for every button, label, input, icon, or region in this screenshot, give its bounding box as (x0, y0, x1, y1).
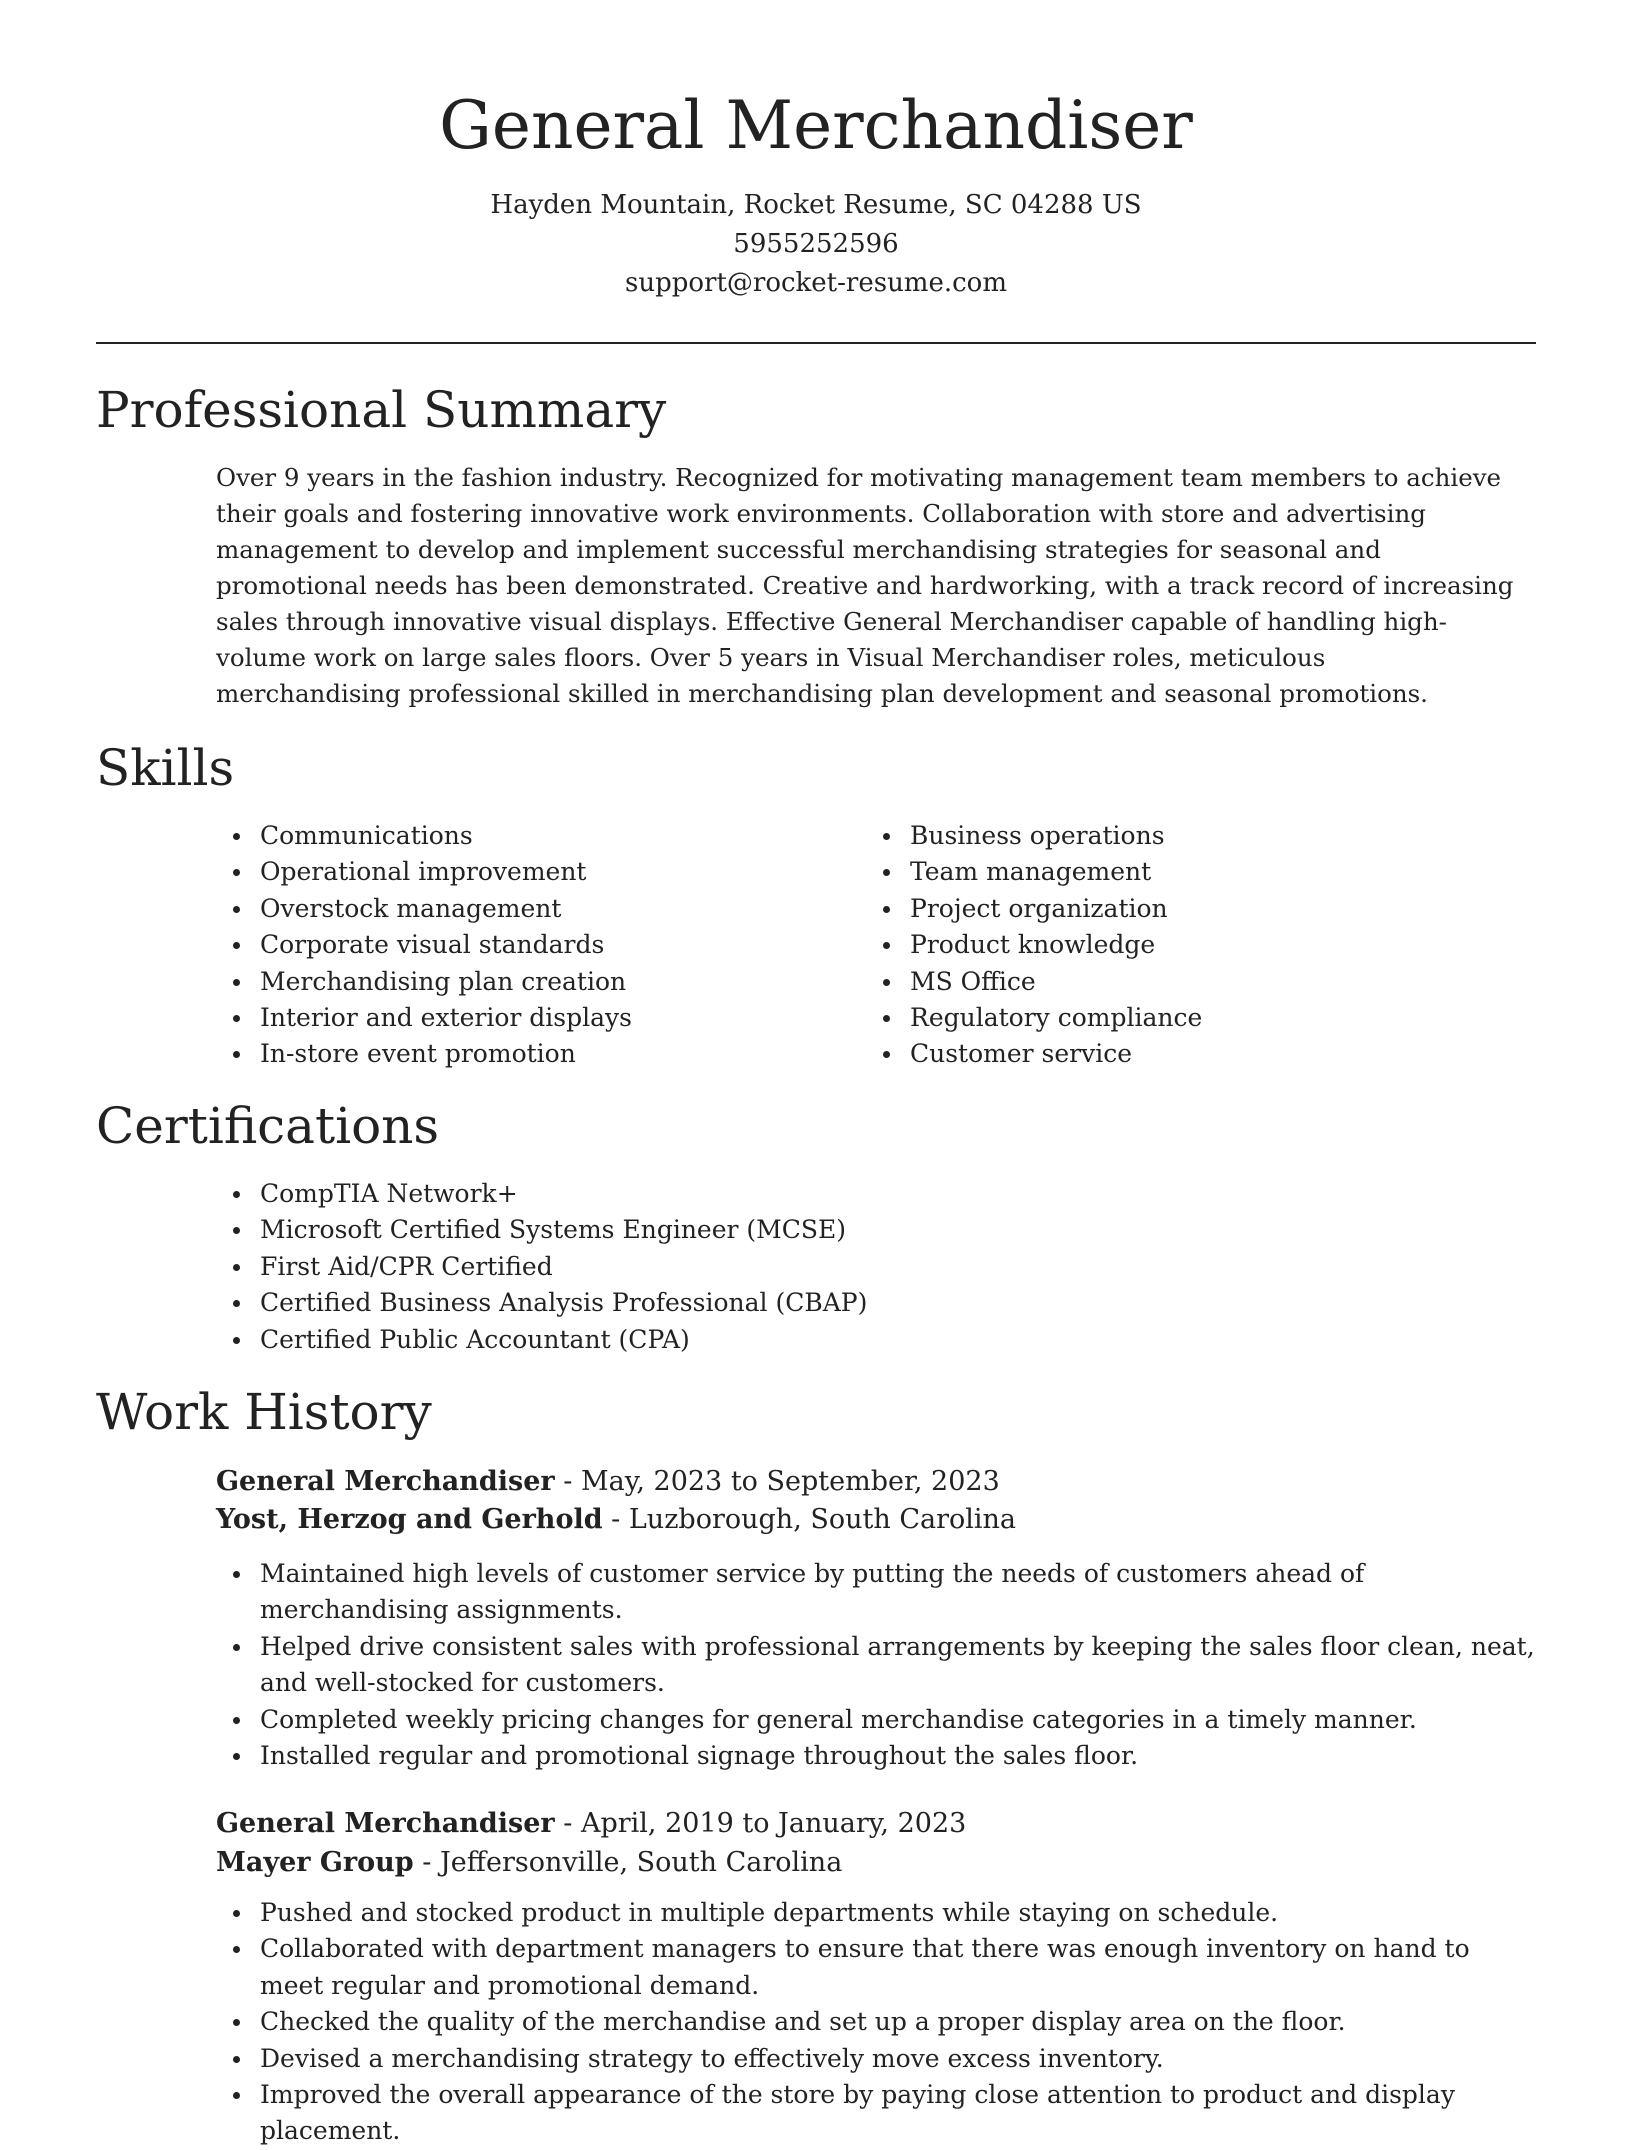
work-history-heading: Work History (96, 1383, 432, 1441)
job-title: General Merchandiser (216, 1808, 555, 1839)
list-item: Devised a merchandising strategy to effectively move excess inventory. (216, 2041, 1536, 2077)
list-item: Microsoft Certified Systems Engineer (MCSE) (216, 1212, 867, 1248)
job-dates: - May, 2023 to September, 2023 (554, 1466, 1000, 1497)
skills-list-right (866, 818, 1202, 1073)
summary-text: Over 9 years in the fashion industry. Recognized for motivating management team members to achieve their goals and fostering innovative work environments. Collaboration with store and advertising management to develop and implement successful merchandising strategies for seasonal and promotional needs has been demonstrated. Creative and hardworking, with a track record of increasing sales through innovative visual displays. Effective General Merchandiser capable of handling high-volume work on large sales floors. Over 5 years in Visual Merchandiser roles, meticulous merchandising professional skilled in merchandising plan development and seasonal promotions. (216, 463, 1514, 708)
list-item: Certified Public Accountant (CPA) (216, 1322, 867, 1358)
list-item: Overstock management (216, 891, 632, 927)
email-address: support@rocket-resume.com (624, 268, 1007, 298)
resume-header (0, 0, 1632, 303)
address: Hayden Mountain, Rocket Resume, SC 04288 US (490, 190, 1142, 220)
list-item: Merchandising plan creation (216, 964, 632, 1000)
list-item: Improved the overall appearance of the store by paying close attention to product and display placement. (216, 2077, 1536, 2150)
job-location: - Luzborough, South Carolina (602, 1504, 1016, 1535)
list-item: Interior and exterior displays (216, 1000, 632, 1036)
list-item: Maintained high levels of customer service by putting the needs of customers ahead of merchandising assignments. (216, 1556, 1536, 1629)
skills-heading: Skills (96, 739, 235, 797)
list-item: Project organization (866, 891, 1202, 927)
job-title: General Merchandiser (216, 1466, 555, 1497)
list-item: Operational improvement (216, 854, 632, 890)
list-item: MS Office (866, 964, 1202, 1000)
list-item: In-store event promotion (216, 1036, 632, 1072)
certifications-list (216, 1176, 867, 1358)
header-divider (96, 342, 1536, 344)
list-item: Product knowledge (866, 927, 1202, 963)
list-item: Installed regular and promotional signage throughout the sales floor. (216, 1738, 1536, 1774)
summary-heading: Professional Summary (96, 381, 667, 439)
list-item: Team management (866, 854, 1202, 890)
list-item: Certified Business Analysis Professional (CBAP) (216, 1285, 867, 1321)
list-item: Communications (216, 818, 632, 854)
list-item: Customer service (866, 1036, 1202, 1072)
list-item: CompTIA Network+ (216, 1176, 867, 1212)
list-item: Helped drive consistent sales with professional arrangements by keeping the sales floor clean, neat, and well-stocked for customers. (216, 1629, 1536, 1702)
list-item: Business operations (866, 818, 1202, 854)
contact-info (0, 186, 1632, 303)
list-item: Completed weekly pricing changes for general merchandise categories in a timely manner. (216, 1702, 1536, 1738)
job-location: - Jeffersonville, South Carolina (413, 1847, 843, 1878)
job-company-line (216, 1500, 1016, 1540)
list-item: Regulatory compliance (866, 1000, 1202, 1036)
skills-list-left (216, 818, 632, 1073)
list-item: Checked the quality of the merchandise and set up a proper display area on the floor. (216, 2004, 1536, 2040)
phone-number: 5955252596 (733, 229, 899, 259)
job-title-line (216, 1462, 1000, 1502)
company-name: Yost, Herzog and Gerhold (216, 1504, 603, 1535)
job-dates: - April, 2019 to January, 2023 (554, 1808, 967, 1839)
certifications-heading: Certifications (96, 1097, 440, 1155)
candidate-name: General Merchandiser (439, 87, 1193, 164)
job-company-line (216, 1843, 842, 1883)
list-item: First Aid/CPR Certified (216, 1249, 867, 1285)
job-duties-list (216, 1556, 1536, 1774)
company-name: Mayer Group (216, 1847, 414, 1878)
list-item: Corporate visual standards (216, 927, 632, 963)
list-item: Pushed and stocked product in multiple departments while staying on schedule. (216, 1895, 1536, 1931)
list-item: Collaborated with department managers to ensure that there was enough inventory on hand to meet regular and promotional demand. (216, 1931, 1536, 2004)
job-title-line (216, 1804, 966, 1844)
